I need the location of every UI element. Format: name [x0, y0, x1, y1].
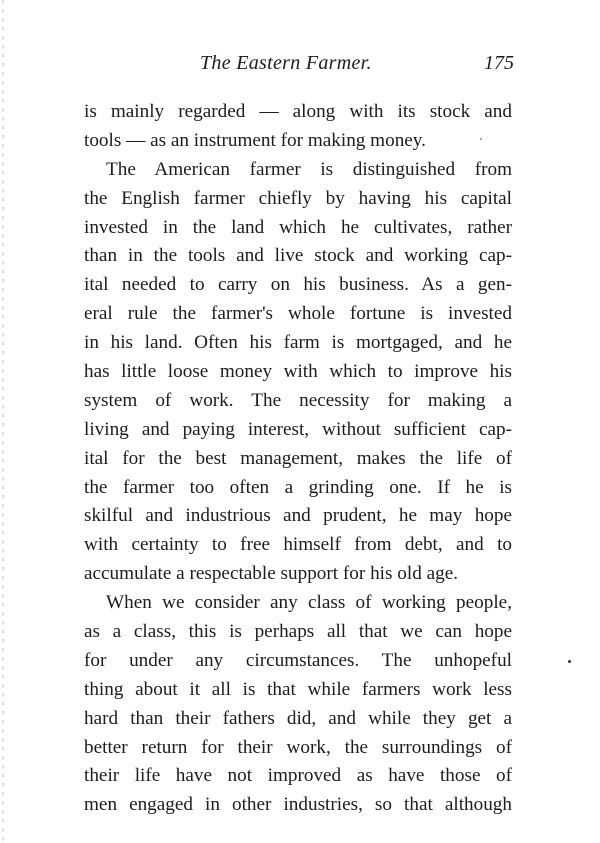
text-line: is mainly regarded — along with its stock and	[84, 101, 512, 122]
text-line: living and paying interest, without sufficient cap-	[84, 418, 512, 440]
text-line: tools — as an instrument for making money.	[84, 129, 426, 151]
text-line: has little loose money with which to improve his	[84, 361, 512, 383]
text-line: When we consider any class of working people,	[106, 592, 512, 614]
text-line: men engaged in other industries, so that although	[84, 794, 512, 816]
text-line: accumulate a respectable support for his old age.	[84, 563, 459, 585]
text-line: better return for their work, the surroundings of	[84, 736, 512, 758]
text-line: in his land. Often his farm is mortgaged, and he	[84, 332, 512, 354]
text-line: as a class, this is perhaps all that we can hope	[84, 621, 512, 643]
page-number: 175	[484, 52, 514, 74]
text-line: thing about it all is that while farmers work less	[84, 678, 512, 700]
text-line: The American farmer is distinguished from	[106, 158, 512, 180]
text-line: invested in the land which he cultivates, rather	[84, 216, 512, 238]
text-line: hard than their fathers did, and while they get a	[84, 707, 512, 729]
page-header	[84, 50, 514, 80]
text-line: skilful and industrious and prudent, he may hope	[84, 505, 512, 527]
ink-speck	[568, 660, 571, 663]
text-line: eral rule the farmer's whole fortune is invested	[84, 303, 512, 325]
ink-speck	[480, 138, 482, 140]
text-line: their life have not improved as have those of	[84, 765, 512, 787]
running-title: The Eastern Farmer.	[200, 52, 372, 74]
text-line: system of work. The necessity for making a	[84, 389, 512, 411]
body-text	[84, 98, 512, 820]
text-line: for under any circumstances. The unhopeful	[84, 649, 512, 671]
text-line: ital for the best management, makes the life of	[84, 447, 512, 469]
text-line: the English farmer chiefly by having his capital	[84, 187, 512, 209]
text-line: the farmer too often a grinding one. If he is	[84, 476, 512, 498]
page-edge-shadow	[2, 0, 4, 843]
text-line: ital needed to carry on his business. As a gen-	[84, 274, 512, 296]
text-line: than in the tools and live stock and working cap-	[84, 245, 512, 267]
text-line: with certainty to free himself from debt, and to	[84, 534, 512, 556]
